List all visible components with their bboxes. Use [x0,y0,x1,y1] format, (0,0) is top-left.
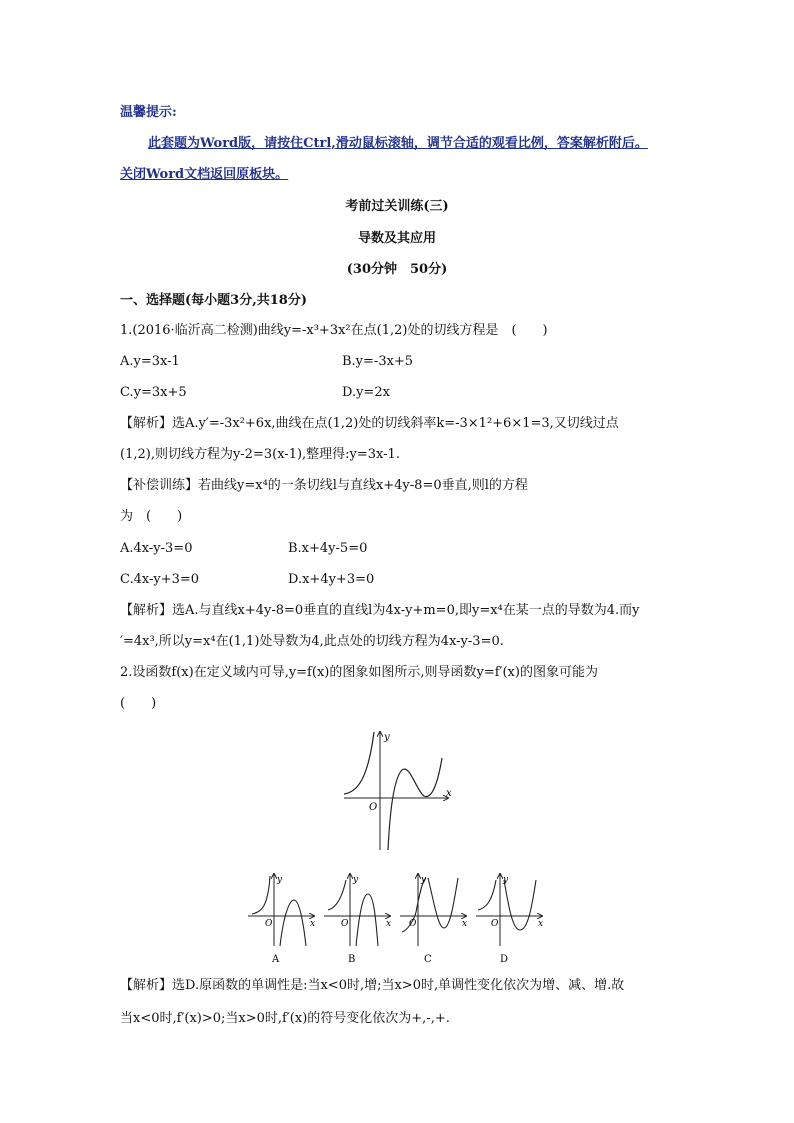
option-b-origin: O [341,919,349,929]
option-b-y-label: y [353,875,359,885]
option-a-origin: O [265,919,273,929]
option-graph-a [246,872,320,966]
option-graph-d [474,872,548,966]
function-curve-left [344,732,374,794]
supp-option-c: C.4x-y+3=0 [120,572,200,587]
supp-option-b: B.x+4y-5=0 [288,541,368,556]
option-d-y-label: y [503,875,509,885]
time-limit: (30分钟 50分) [346,262,448,277]
option-a-letter: A [272,954,280,965]
section-heading: 一、选择题(每小题3分,共18分) [120,293,307,308]
option-graph-b [322,872,396,966]
x-axis-label: x [446,788,452,799]
main-function-graph [338,728,458,852]
q1-analysis-2: (1,2),则切线方程为y-2=3(x-1),整理得:y=3x-1. [120,447,400,462]
option-b-letter: B [348,954,356,965]
option-c-letter: C [424,954,432,965]
option-c-origin: O [409,919,417,929]
supp-option-d: D.x+4y+3=0 [288,572,375,587]
option-b-x-label: x [386,919,392,929]
question-2-stem-2: ( ) [120,696,157,711]
supp-analysis-2: ′=4x³,所以y=x⁴在(1,1)处导数为4,此点处的切线方程为4x-y-3=0. [120,634,504,649]
q1-option-a: A.y=3x-1 [120,354,180,369]
q1-option-c: C.y=3x+5 [120,385,187,400]
option-d-x-label: x [538,919,544,929]
q1-option-d: D.y=2x [342,385,390,400]
supp-option-a: A.4x-y-3=0 [120,541,193,556]
function-curve-right [388,758,442,850]
supp-analysis-1: 【解析】选A.与直线x+4y-8=0垂直的直线l为4x-y+m=0,即y=x⁴在某一点的导数为4.而y [120,603,640,618]
option-a-y-label: y [277,875,283,885]
notice-heading: 温馨提示: [120,105,177,120]
supp-stem-2: 为 ( ) [120,509,183,524]
q2-analysis-2: 当x<0时,f′(x)>0;当x>0时,f′(x)的符号变化依次为+,-,+. [120,1011,450,1026]
page-title: 考前过关训练(三) [345,199,449,214]
option-c-x-label: x [462,919,468,929]
question-1-stem: 1.(2016·临沂高二检测)曲线y=-x³+3x²在点(1,2)处的切线方程是 ( ) [120,323,548,338]
question-2-stem-1: 2.设函数f(x)在定义域内可导,y=f(x)的图象如图所示,则导函数y=f′(x)的图象可能为 [120,665,598,680]
origin-label: O [369,802,378,813]
supp-stem-1: 【补偿训练】若曲线y=x⁴的一条切线l与直线x+4y-8=0垂直,则l的方程 [120,478,528,493]
option-c-y-label: y [421,875,427,885]
q1-option-b: B.y=-3x+5 [342,354,414,369]
notice-line-1: 此套题为Word版，请按住Ctrl,滑动鼠标滚轴，调节合适的观看比例，答案解析附后。 [148,136,648,151]
option-d-origin: O [491,919,499,929]
q2-analysis-1: 【解析】选D.原函数的单调性是:当x<0时,增;当x>0时,单调性变化依次为增、减、增.故 [120,978,625,993]
option-a-x-label: x [310,919,316,929]
page-subtitle: 导数及其应用 [357,231,436,246]
y-axis-label: y [384,732,390,743]
option-graph-c [398,872,472,966]
option-d-letter: D [500,954,509,965]
notice-line-2: 关闭Word文档返回原板块。 [120,167,289,182]
q1-analysis-1: 【解析】选A.y′=-3x²+6x,曲线在点(1,2)处的切线斜率k=-3×1²+6×1=3,又切线过点 [120,416,619,431]
